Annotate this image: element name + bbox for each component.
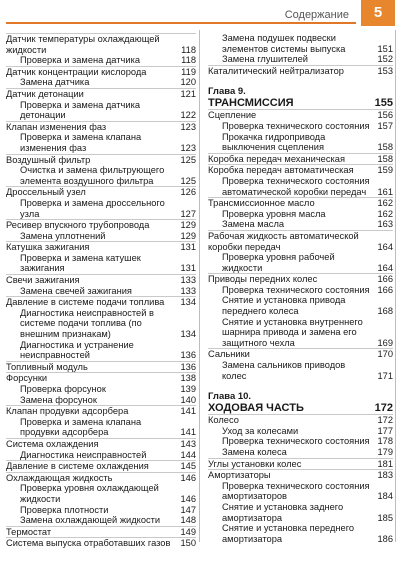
toc-page-number: 136 — [180, 350, 196, 361]
toc-page-number: 170 — [377, 349, 393, 360]
toc-subentry[interactable] — [6, 483, 196, 504]
toc-entry-title: Ресивер впускного трубопровода — [6, 220, 150, 231]
toc-subentry[interactable] — [6, 395, 196, 406]
toc-entry-title: Коробка передач механическая — [208, 153, 345, 164]
toc-page-number: 153 — [377, 65, 393, 76]
toc-entry-title: Проверка технического состояния амортизаторов — [222, 480, 370, 502]
toc-entry-title: Проверка уровня рабочей жидкости — [222, 252, 335, 273]
toc-page-number: 141 — [180, 406, 196, 417]
toc-subentry[interactable] — [6, 450, 196, 461]
toc-subentry[interactable] — [208, 219, 393, 230]
toc-entry[interactable] — [6, 405, 196, 417]
toc-subentry[interactable] — [6, 340, 196, 361]
toc-entry-title: Прокачка гидропривода выключения сцепления — [222, 131, 326, 153]
toc-entry[interactable] — [6, 241, 196, 253]
chapter-title: ТРАНСМИССИЯ — [208, 97, 294, 110]
toc-page-number: 185 — [377, 512, 393, 523]
toc-page-number: 138 — [180, 373, 196, 384]
toc-entry-title: Замена датчика — [20, 77, 90, 88]
toc-page-number: 168 — [377, 306, 393, 317]
toc-page-number: 141 — [180, 427, 196, 438]
toc-entry-title: Диагностика неисправностей в системе подачи топлива (по внешним признакам) — [20, 307, 154, 340]
toc-entry[interactable] — [6, 66, 196, 78]
toc-page-number: 134 — [180, 329, 196, 340]
toc-page-number: 161 — [377, 186, 393, 197]
toc-entry-title: Система охлаждения — [6, 438, 99, 449]
toc-subentry[interactable] — [6, 253, 196, 274]
chapter-heading[interactable] — [208, 97, 393, 109]
toc-subentry[interactable] — [6, 100, 196, 121]
toc-page-number: 131 — [180, 242, 196, 253]
toc-entry-title: Проверка и замена катушек зажигания — [20, 252, 141, 274]
toc-page-number: 162 — [377, 208, 393, 219]
page-number: 5 — [361, 0, 395, 26]
toc-entry-title: Проверка технического состояния — [222, 120, 370, 131]
toc-entry[interactable] — [6, 88, 196, 100]
toc-subentry[interactable] — [6, 231, 196, 242]
toc-subentry[interactable] — [208, 426, 393, 437]
toc-page-number: 123 — [180, 142, 196, 153]
page-header — [0, 0, 401, 26]
toc-page-number: 166 — [377, 284, 393, 295]
toc-page-number: 125 — [180, 154, 196, 165]
toc-subentry[interactable] — [6, 417, 196, 438]
toc-entry[interactable] — [6, 472, 196, 484]
toc-subentry[interactable] — [6, 515, 196, 526]
toc-page-number: 183 — [377, 470, 393, 481]
toc-page-number: 158 — [377, 142, 393, 153]
toc-entry-title: Снятие и установка привода переднего колеса — [222, 295, 346, 317]
toc-subentry[interactable] — [6, 55, 196, 66]
toc-subentry[interactable] — [6, 132, 196, 153]
toc-entry-title: Воздушный фильтр — [6, 154, 91, 165]
toc-page-number: 123 — [180, 121, 196, 132]
toc-page-number: 184 — [377, 491, 393, 502]
toc-page-number: 133 — [180, 285, 196, 296]
toc-entry[interactable] — [208, 273, 393, 285]
toc-page-number: 177 — [377, 425, 393, 436]
toc-entry-title: Сцепление — [208, 110, 257, 121]
toc-entry[interactable] — [208, 197, 393, 209]
toc-entry-title: Очистка и замена фильтрующего элемента воздушного фильтра — [20, 165, 165, 186]
toc-entry-title: Форсунки — [6, 373, 48, 384]
toc-entry-title: Клапан продувки адсорбера — [6, 406, 129, 417]
toc-entry-title: Датчик концентрации кислорода — [6, 66, 147, 77]
toc-entry[interactable] — [208, 164, 393, 176]
toc-page-number: 143 — [180, 438, 196, 449]
toc-entry-title: Система выпуска отработавших газов — [6, 538, 171, 549]
toc-page-number: 151 — [377, 43, 393, 54]
toc-page-number: 166 — [377, 274, 393, 285]
toc-page-number: 127 — [180, 208, 196, 219]
toc-page-number: 186 — [377, 533, 393, 544]
toc-entry-title: Проверка и замена датчика детонации — [20, 99, 141, 121]
toc-page-number: 179 — [377, 447, 393, 457]
toc-page-number: 181 — [377, 458, 393, 469]
toc-entry-title: Давление в системе подачи топлива — [6, 297, 165, 308]
toc-entry-title: Замена свечей зажигания — [20, 285, 132, 296]
toc-page-number: 146 — [180, 493, 196, 504]
toc-entry[interactable] — [6, 219, 196, 231]
toc-subentry[interactable] — [6, 308, 196, 340]
toc-entry-title: Замена уплотнений — [20, 230, 106, 241]
toc-page-number: 120 — [180, 77, 196, 88]
toc-entry[interactable] — [6, 296, 196, 308]
toc-entry[interactable] — [6, 537, 196, 549]
toc-page-number: 146 — [180, 472, 196, 483]
toc-entry-title: Замена глушителей — [222, 54, 308, 65]
toc-entry-title: Проверка и замена дроссельного узла — [20, 197, 165, 219]
toc-entry-title: Проверка и замена датчика — [20, 55, 141, 66]
toc-entry-title: Давление в системе охлаждения — [6, 461, 149, 472]
toc-subentry[interactable] — [208, 209, 393, 220]
toc-entry-title: Сальники — [208, 349, 250, 360]
toc-subentry[interactable] — [208, 523, 393, 544]
toc-entry-title: Диагностика и устранение неисправностей — [20, 339, 134, 361]
toc-page-number: 131 — [180, 263, 196, 274]
toc-entry[interactable] — [6, 274, 196, 286]
toc-page-number: 164 — [377, 241, 393, 252]
toc-entry[interactable] — [6, 438, 196, 450]
column-divider — [395, 30, 396, 542]
toc-page-number: 169 — [377, 337, 393, 348]
toc-page-number: 147 — [180, 504, 196, 515]
toc-column-right — [208, 33, 393, 544]
toc-entry-title: Проверка и замена клапана изменения фаз — [20, 132, 142, 153]
toc-entry[interactable] — [6, 154, 196, 166]
toc-page-number: 133 — [180, 275, 196, 286]
toc-entry-title: Дроссельный узел — [6, 187, 86, 198]
toc-entry-title: Проверка технического состояния — [222, 436, 370, 447]
toc-entry[interactable] — [6, 460, 196, 472]
toc-entry-title: Проверка технического состояния автоматической коробки передач — [222, 175, 370, 197]
toc-subentry[interactable] — [208, 285, 393, 296]
toc-entry-title: Замена сальников приводов колес — [222, 360, 346, 381]
toc-page-number: 125 — [180, 175, 196, 186]
toc-subentry[interactable] — [6, 77, 196, 88]
toc-page-number: 163 — [377, 219, 393, 230]
toc-page-number: 149 — [180, 526, 196, 537]
toc-entry[interactable] — [6, 121, 196, 133]
toc-page-number: 172 — [377, 415, 393, 426]
toc-subentry[interactable] — [208, 481, 393, 502]
toc-entry[interactable] — [6, 186, 196, 198]
toc-page-number: 122 — [180, 110, 196, 121]
toc-subentry[interactable] — [6, 165, 196, 186]
toc-subentry[interactable] — [208, 317, 393, 349]
toc-entry-title: Колесо — [208, 415, 239, 426]
toc-entry-title: Охлаждающая жидкость — [6, 472, 113, 483]
toc-entry-title: Каталитический нейтрализатор — [208, 65, 344, 76]
toc-subentry[interactable] — [208, 54, 393, 65]
toc-entry-title: Снятие и установка внутреннего шарнира привода и замена его защитного чехла — [222, 316, 363, 348]
toc-page-number: 150 — [180, 538, 196, 549]
toc-entry-title: Термостат — [6, 526, 52, 537]
toc-page-number: 148 — [180, 515, 196, 526]
toc-entry-title: Замена охлаждающей жидкости — [20, 515, 161, 526]
toc-entry-title: Диагностика неисправностей — [20, 449, 147, 460]
toc-subentry[interactable] — [208, 33, 393, 54]
toc-entry-title: Датчик температуры охлаждающей жидкости — [6, 34, 160, 55]
toc-entry-title: Проверка технического состояния — [222, 284, 370, 295]
toc-subentry[interactable] — [208, 176, 393, 197]
toc-entry-title: Трансмиссионное масло — [208, 198, 315, 209]
toc-entry-title: Датчик детонации — [6, 88, 84, 99]
toc-entry[interactable] — [6, 361, 196, 373]
toc-page-number: 145 — [180, 461, 196, 472]
toc-page-number: 158 — [377, 153, 393, 164]
toc-subentry[interactable] — [208, 360, 393, 381]
toc-page-number: 144 — [180, 449, 196, 460]
toc-page-number: 119 — [181, 66, 196, 77]
toc-entry-title: Проверка и замена клапана продувки адсорбера — [20, 416, 142, 438]
toc-entry[interactable] — [208, 109, 393, 121]
toc-page-number: 172 — [374, 402, 393, 415]
toc-entry-title: Коробка передач автоматическая — [208, 165, 354, 176]
toc-entry-title: Проверка уровня охлаждающей жидкости — [20, 483, 159, 504]
toc-entry-title: Снятие и установка переднего амортизатора — [222, 523, 355, 544]
toc-page-number: 134 — [180, 297, 196, 308]
toc-entry[interactable] — [6, 372, 196, 384]
chapter-heading[interactable] — [208, 402, 393, 414]
toc-entry-title: Топливный модуль — [6, 361, 88, 372]
toc-page-number: 129 — [180, 230, 196, 241]
toc-entry-title: Свечи зажигания — [6, 275, 80, 286]
toc-entry[interactable] — [208, 348, 393, 360]
toc-page-number: 136 — [180, 361, 196, 372]
toc-page-number: 129 — [180, 220, 196, 231]
toc-page-number: 121 — [180, 88, 196, 99]
toc-page-number: 178 — [377, 436, 393, 447]
toc-subentry[interactable] — [6, 286, 196, 297]
chapter-number: Глава 10. — [208, 391, 252, 403]
toc-subentry[interactable] — [6, 198, 196, 219]
toc-entry-title: Замена масла — [222, 219, 285, 230]
toc-subentry[interactable] — [208, 436, 393, 447]
toc-entry-title: Углы установки колес — [208, 458, 302, 469]
toc-page-number: 126 — [180, 187, 196, 198]
toc-page-number: 139 — [180, 384, 196, 394]
toc-subentry[interactable] — [208, 502, 393, 523]
toc-entry-title: Замена подушек подвески элементов системы выпуска — [222, 33, 346, 54]
toc-page-number: 156 — [377, 110, 393, 121]
toc-entry[interactable] — [208, 230, 393, 252]
toc-entry-title: Приводы передних колес — [208, 274, 318, 285]
toc-page-number: 162 — [377, 198, 393, 209]
toc-entry-title: Снятие и установка заднего амортизатора — [222, 501, 344, 523]
section-gap — [208, 381, 393, 389]
header-rule — [6, 22, 356, 24]
toc-page-number: 155 — [374, 97, 393, 110]
toc-entry[interactable] — [208, 65, 393, 77]
chapter-number: Глава 9. — [208, 86, 246, 98]
toc-entry-title: Уход за колесами — [222, 425, 299, 436]
toc-entry[interactable] — [208, 469, 393, 481]
toc-entry-title: Клапан изменения фаз — [6, 121, 107, 132]
toc-page-number: 118 — [181, 55, 196, 66]
toc-subentry[interactable] — [208, 132, 393, 153]
toc-page-number: 157 — [377, 120, 393, 131]
toc-page-number: 159 — [377, 165, 393, 176]
toc-entry[interactable] — [208, 414, 393, 426]
section-title: Содержание — [284, 9, 349, 21]
toc-entry-title: Проверка форсунок — [20, 384, 106, 394]
toc-page-number: 171 — [377, 370, 393, 381]
toc-page-number: 152 — [377, 54, 393, 65]
chapter-title: ХОДОВАЯ ЧАСТЬ — [208, 402, 304, 415]
toc-subentry[interactable] — [208, 447, 393, 458]
column-divider — [199, 30, 200, 542]
toc-entry[interactable] — [6, 33, 196, 55]
toc-page-number: 118 — [181, 44, 196, 55]
toc-entry[interactable] — [6, 526, 196, 538]
toc-subentry[interactable] — [208, 252, 393, 273]
toc-entry-title: Замена форсунок — [20, 394, 97, 405]
toc-entry-title: Проверка уровня масла — [222, 208, 326, 219]
toc-subentry[interactable] — [6, 505, 196, 516]
toc-subentry[interactable] — [208, 121, 393, 132]
toc-entry-title: Замена колеса — [222, 447, 287, 457]
toc-entry-title: Амортизаторы — [208, 470, 271, 481]
section-gap — [208, 76, 393, 84]
toc-entry-title: Катушка зажигания — [6, 242, 90, 253]
toc-subentry[interactable] — [6, 384, 196, 395]
toc-entry-title: Проверка плотности — [20, 504, 109, 515]
toc-page-number: 140 — [180, 394, 196, 405]
toc-subentry[interactable] — [208, 295, 393, 316]
toc-entry[interactable] — [208, 458, 393, 470]
toc-entry[interactable] — [208, 153, 393, 165]
toc-entry-title: Рабочая жидкость автоматической коробки передач — [208, 230, 359, 252]
toc-column-left — [6, 33, 196, 549]
toc-page-number: 164 — [377, 262, 393, 273]
